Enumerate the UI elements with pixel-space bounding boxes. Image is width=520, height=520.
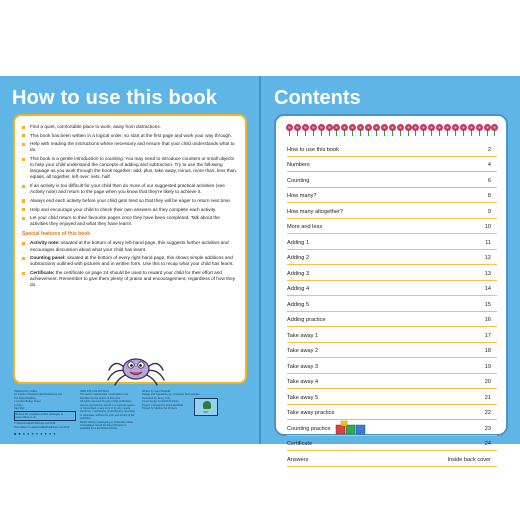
flower-icon — [341, 124, 348, 136]
imprint-line: Cover design by Sarah Duxbury — [142, 400, 179, 404]
imprint-line: An imprint of HarperCollinsPublishers Ltd — [14, 393, 62, 397]
flower-icon — [326, 124, 333, 136]
imprint-line: Illustrated by Jenny Tulip — [142, 396, 171, 400]
flower-icon — [405, 124, 412, 136]
flower-icon — [286, 124, 293, 136]
imprint-line: Project managed by Fiona McGlade — [142, 403, 184, 407]
contents-row — [287, 219, 497, 235]
contents-entry-title: Adding 5 — [287, 301, 310, 308]
contents-entry-page: 15 — [484, 301, 491, 308]
flower-icon — [294, 124, 301, 136]
contents-entry-title: Take away 5 — [287, 394, 319, 401]
imprint-line: The author asserts their moral rights to be identified as the author of this work. — [80, 393, 129, 400]
flower-icon — [318, 124, 325, 136]
contents-entry-page: 24 — [484, 441, 491, 447]
contents-row — [287, 234, 497, 250]
feature-item — [22, 255, 238, 267]
contents-entry-title: Take away 2 — [287, 348, 319, 354]
feature-text: situated at the bottom of every left-hand page, this suggests further activities and encourages discussion about what your child has learnt. — [30, 240, 229, 252]
contents-row — [287, 389, 497, 405]
contents-entry-page: 17 — [484, 332, 491, 339]
contents-entry-page: 6 — [487, 177, 491, 184]
feature-text: the certificate on page 24 should be used to reward your child for their effort and achievement. Remember to give them plenty of praise and encouragement, regardless of how they do. — [30, 270, 236, 288]
flower-icon — [468, 124, 475, 136]
contents-row — [287, 172, 497, 188]
contents-row — [287, 281, 497, 297]
publisher-imprint — [14, 390, 246, 430]
flower-icon — [349, 124, 356, 136]
spider-illustration — [105, 344, 167, 386]
contents-row — [287, 374, 497, 390]
contents-entry-page: 4 — [487, 162, 491, 168]
contents-entry-title: Adding 2 — [287, 255, 310, 261]
contents-entry-title: How many altogether? — [287, 208, 343, 215]
feature-term: Certificate: — [30, 270, 55, 276]
flower-icon — [436, 124, 443, 136]
imprint-line: Printed by Martins the Printers — [142, 407, 177, 411]
feature-item — [22, 240, 238, 252]
contents-entry-title: Take away 3 — [287, 363, 319, 370]
flower-icon — [397, 124, 404, 136]
contents-row — [287, 265, 497, 281]
features-list — [22, 240, 238, 288]
instruction-item: Help and encourage your child to check their own answers as they complete each activity. — [22, 207, 238, 213]
imprint-column-publisher — [14, 390, 76, 429]
contents-entry-page: 11 — [485, 239, 491, 246]
fsc-logo-label: FSC — [203, 411, 209, 414]
contents-entry-title: Certificate — [287, 441, 313, 447]
flower-icon — [373, 124, 380, 136]
instructions-list — [22, 124, 238, 227]
contents-row — [287, 203, 497, 219]
contents-entry-page: Inside back cover — [447, 456, 491, 463]
instruction-item: This book has been written in a logical order, so start at the first page and work your way through. — [22, 133, 238, 139]
instruction-item: Help with reading the instructions where necessary and ensure that your child understands what to do. — [22, 141, 238, 153]
imprint-line: SE1 9GF — [14, 407, 25, 411]
instruction-item: Always end each activity before your child gets tired so that they will be eager to return next time. — [22, 198, 238, 204]
contents-entry-page: 14 — [484, 286, 491, 292]
contents-entry-title: Adding practice — [287, 317, 326, 323]
contents-entry-page: 18 — [484, 348, 491, 354]
contents-entry-page: 16 — [484, 317, 491, 323]
contents-entry-title: How many? — [287, 193, 317, 199]
contents-entry-page: 19 — [484, 363, 491, 370]
page-gutter — [259, 76, 261, 444]
contents-entry-title: Take away practice — [287, 410, 335, 416]
contents-entry-title: Adding 4 — [287, 286, 310, 292]
contents-row — [287, 312, 497, 328]
flower-icon — [420, 124, 427, 136]
contents-entry-title: Counting practice — [287, 425, 331, 432]
flower-icon — [302, 124, 309, 136]
contents-entry-title: More and less — [287, 224, 323, 230]
contents-row — [287, 157, 497, 173]
flower-icon — [365, 124, 372, 136]
imprint-line: This edition © HarperCollinsPublishers Ltd 2019 — [14, 425, 70, 429]
feature-text: situated at the bottom of every right-hand page, this shows simple additions and subtractions outlined with pictures and in written form. Use this to recap what your child has learnt. — [30, 255, 234, 267]
page-indicator-dots: ■ ■ ● ● ● ● ● ● ● ● — [14, 432, 57, 436]
instruction-item: This book is a gentle introduction to counting. You may need to introduce counters or small objects to help your child understand the concepts of adding and subtraction. Try to use the following language as you work through the book together: add, plus, take away, minus, more than, less than, equals, all together, left over, sets, half. — [22, 156, 238, 180]
flower-icon — [476, 124, 483, 136]
imprint-line: The News Building — [14, 396, 36, 400]
contents-row — [287, 141, 497, 157]
contents-entry-page: 12 — [484, 255, 491, 261]
imprint-catalogue-note: Browse the complete Collins catalogue at www.collins.co.uk — [14, 411, 76, 421]
contents-entry-page: 20 — [484, 379, 491, 385]
flower-icon — [452, 124, 459, 136]
imprint-line: A Catalogue record for this publication is available from the British Library. — [80, 424, 127, 431]
imprint-line: All rights reserved. No part of this publication may be reproduced, stored in a retrieval system, or transmitted, in any form or by any means, electronic, mechanical, photocopying, recording or otherwise, without the prior permission of the publisher. — [80, 400, 136, 421]
contents-panel — [274, 114, 508, 463]
contents-entry-title: How to use this book — [287, 146, 339, 153]
contents-row — [287, 358, 497, 374]
imprint-line: British Library Cataloguing in Publication Data — [80, 420, 133, 424]
flower-icon — [460, 124, 467, 136]
contents-row — [287, 296, 497, 312]
flower-icon — [484, 124, 491, 136]
imprint-line: 1 London Bridge Street — [14, 400, 41, 404]
imprint-line: London — [14, 403, 23, 407]
feature-item — [22, 270, 238, 288]
instruction-item: If an activity is too difficult for your child then do more of our suggested practical activities (see Activity note) and return to the page when you know that they're likely to achieve it. — [22, 183, 238, 195]
feature-term: Counting panel: — [30, 255, 66, 261]
flower-icon — [333, 124, 340, 136]
imprint-line: Written by Carol Medcalf — [142, 390, 171, 393]
flower-icon — [310, 124, 317, 136]
imprint-line: Design and typesetting by Contentra Technologies — [142, 393, 200, 397]
instruction-item: Find a quiet, comfortable place to work, away from distractions. — [22, 124, 238, 130]
contents-entry-page: 21 — [484, 394, 491, 401]
contents-row — [287, 451, 497, 467]
tree-icon — [203, 401, 211, 409]
contents-entry-title: Take away 4 — [287, 379, 319, 385]
contents-entry-title: Answers — [287, 456, 309, 463]
contents-entry-page: 10 — [484, 224, 491, 230]
contents-entry-page: 9 — [487, 208, 491, 215]
contents-row — [287, 188, 497, 204]
contents-entry-page: 23 — [484, 425, 491, 432]
imprint-line: ISBN 978-0-00-827519-2 — [80, 390, 109, 393]
flower-border — [286, 124, 498, 136]
contents-row — [287, 405, 497, 421]
instruction-item: Let your child return to their favourite pages once they have been completed. Talk about the activities they enjoyed and what they have learnt. — [22, 215, 238, 227]
contents-entry-page: 2 — [487, 146, 491, 153]
flower-icon — [381, 124, 388, 136]
contents-entry-title: Adding 1 — [287, 239, 310, 246]
special-features-heading: Special features of this book — [22, 231, 91, 238]
contents-row — [287, 436, 497, 452]
how-to-use-panel — [13, 114, 247, 384]
contents-row — [287, 250, 497, 266]
flower-icon — [389, 124, 396, 136]
contents-entry-page: 13 — [484, 270, 491, 277]
flower-icon — [412, 124, 419, 136]
contents-entry-title: Counting — [287, 177, 310, 184]
flower-icon — [444, 124, 451, 136]
flower-icon — [491, 124, 498, 136]
contents-row — [287, 343, 497, 359]
contents-entry-page: 8 — [487, 193, 491, 199]
fsc-logo — [194, 398, 218, 416]
flower-icon — [357, 124, 364, 136]
contents-entry-page: 22 — [484, 410, 491, 416]
contents-title: Contents — [274, 87, 361, 109]
flower-icon — [428, 124, 435, 136]
contents-row — [287, 327, 497, 343]
imprint-column-rights — [80, 390, 136, 431]
contents-list — [276, 141, 506, 467]
imprint-line: © HarperCollinsPublishers Ltd 2016 — [14, 422, 56, 426]
contents-row — [287, 420, 497, 436]
contents-entry-title: Take away 1 — [287, 332, 319, 339]
feature-term: Activity note: — [30, 240, 60, 246]
imprint-line: Published by Collins — [14, 390, 38, 393]
contents-entry-title: Numbers — [287, 162, 310, 168]
left-page-title: How to use this book — [12, 87, 218, 109]
contents-entry-title: Adding 3 — [287, 270, 310, 277]
toy-blocks-illustration — [336, 421, 366, 435]
